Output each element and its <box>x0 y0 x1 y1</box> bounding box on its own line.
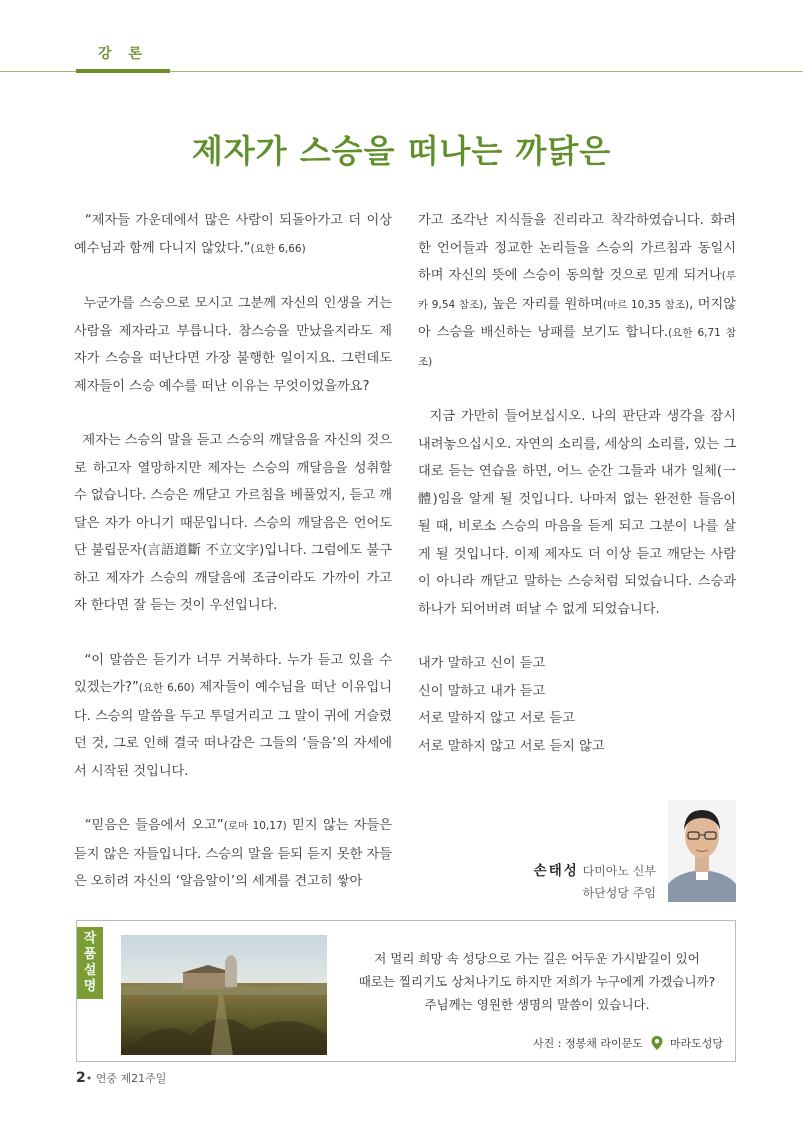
photo-credit: 사진 : 정봉채 라이문도 마라도성당 <box>533 1037 723 1050</box>
paragraph-quote-1: “제자들 가운데에서 많은 사람이 되돌아가고 더 이상 예수님과 함께 다니지 않았다.”(요한 6,66) <box>74 213 392 256</box>
author-parish: 하단성당 주임 <box>582 886 656 900</box>
page-title: 제자가 스승을 떠나는 까닭은 <box>191 132 612 170</box>
page-number: 2 <box>76 1070 86 1086</box>
artwork-box <box>76 920 736 1062</box>
artwork-tab: 작 품 설 명 <box>77 927 103 999</box>
footer-sunday: • 연중 제21주일 <box>85 1072 167 1085</box>
left-column <box>74 207 392 896</box>
paragraph-4: 지금 가만히 들어보십시오. 나의 판단과 생각을 잠시 내려놓으십시오. 자연의 소리를, 세상의 소리를, 있는 그대로 듣는 연습을 하면, 어느 순간 그들과 내가 일체(一體)임을 알게 될 것입니다. 나마저 없는 완전한 들음이 될 때, 비로소 스승의 마음을 듣게 되고 그분이 나를 살게 될 것입니다. 이제 제자도 더 이상 듣고 깨닫는 사람이 아니라 깨닫고 말하는 스승처럼 되었습니다. 스승과 하나가 되어버려 떠날 수 없게 되었습니다. <box>418 409 736 617</box>
author-block <box>520 860 656 904</box>
location-pin-icon <box>650 1035 664 1051</box>
author-name: 손태성 <box>533 863 579 879</box>
paragraph-1: 누군가를 스승으로 모시고 그분께 자신의 인생을 거는 사람을 제자라고 부릅니다. 참스승을 만났을지라도 제자가 스승을 떠난다면 가장 불행한 일이지요. 그런데도 제자들이 스승 예수를 떠난 이유는 무엇이었을까요? <box>74 296 392 394</box>
section-label: 강 론 <box>98 46 148 62</box>
paragraph-quote-2: “이 말씀은 듣기가 너무 거북하다. 누가 듣고 있을 수 있겠는가?”(요한 6,60) 제자들이 예수님을 떠난 이유입니다. 스승의 말씀을 두고 투덜거리고 그 말이 귀에 거슬렸던 것, 그로 인해 결국 떠나감은 그들의 ‘들음’의 자세에서 시작된 것입니다. <box>74 652 392 779</box>
poem-line: 신이 말하고 내가 듣고 <box>418 683 546 699</box>
paragraph-3: 가고 조각난 지식들을 진리라고 착각하였습니다. 화려한 언어들과 정교한 논리들을 스승의 가르침과 동일시하며 자신의 뜻에 스승이 동의할 것으로 믿게 되거나(루카 9,54 참조), 높은 자리를 원하며(마르 10,35 참조), 머지않아 스승을 배신하는 낭패를 보기도 합니다.(요한 6,71 참조) <box>418 213 736 368</box>
poem-line: 서로 말하지 않고 서로 듣고 <box>418 711 575 726</box>
right-column <box>418 207 736 760</box>
author-title: 다미아노 신부 <box>582 864 656 878</box>
artwork-photo <box>121 935 327 1055</box>
page-footer <box>76 1070 166 1086</box>
poem-line: 내가 말하고 신이 듣고 <box>418 656 546 671</box>
author-portrait <box>668 800 736 902</box>
section-bar <box>76 69 170 73</box>
paragraph-quote-3: “믿음은 들음에서 오고”(로마 10,17) 믿지 않는 자들은 듣지 않은 자들입니다. 스승의 말을 듣되 듣지 못한 자들은 오히려 자신의 ‘알음알이’의 세계를 견고히 쌓아 <box>74 818 393 889</box>
artwork-caption: 저 멀리 희망 속 성당으로 가는 길은 어두운 가시밭길이 있어 때로는 찔리기도 상처나기도 하지만 저희가 누구에게 가겠습니까? 주님께는 영원한 생명의 말씀이 있습니다. <box>358 951 716 1012</box>
poem-line: 서로 말하지 않고 서로 듣지 않고 <box>418 738 605 754</box>
paragraph-2: 제자는 스승의 말을 듣고 스승의 깨달음을 자신의 것으로 하고자 열망하지만 제자는 스승의 깨달음을 성취할 수 없습니다. 스승은 깨닫고 가르침을 베풀었지, 듣고 깨달은 자가 아니기 때문입니다. 스승의 깨달음은 언어도단 불립문자(言語道斷 不立文字)입니다. 그럼에도 불구하고 제자가 스승의 깨달음에 조금이라도 가까이 가고자 한다면 잘 듣는 것이 우선입니다. <box>74 433 392 613</box>
photo-location: 마라도성당 <box>669 1037 723 1050</box>
